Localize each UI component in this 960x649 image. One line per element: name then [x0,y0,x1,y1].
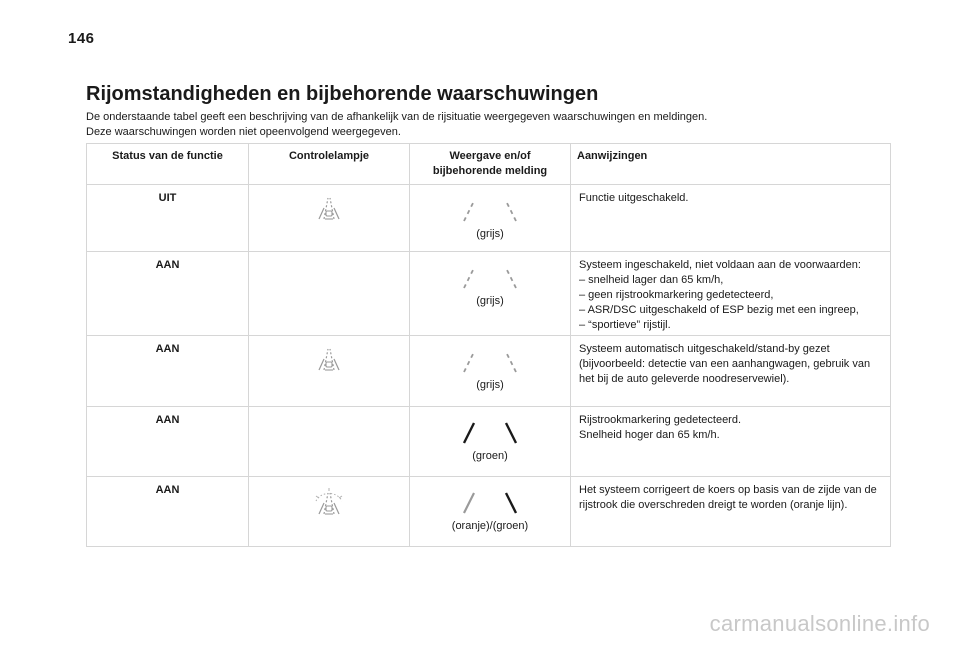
lane-lines-green-icon [460,421,520,445]
notes-line: – “sportieve” rijstijl. [579,319,671,331]
notes-line: – geen rijstrookmarkering gedetecteerd, [579,289,774,301]
notes-cell [571,477,891,547]
lamp-cell [249,252,410,336]
notes-line: – ASR/DSC uitgeschakeld of ESP bezig met een ingreep, [579,304,859,316]
lane-assist-grey-icon [315,195,343,221]
notes-cell [571,407,891,477]
notes-line: – snelheid lager dan 65 km/h, [579,274,724,286]
notes-cell [571,252,891,336]
notes-cell [571,336,891,407]
notes-line: Systeem ingeschakeld, niet voldaan aan de voorwaarden: [579,259,861,271]
lamp-cell [249,407,410,477]
notes-line: Snelheid hoger dan 65 km/h. [579,429,720,441]
header-display-line-1: Weergave en/of [449,150,531,162]
intro-line-2: Deze waarschuwingen worden niet opeenvolgend weergegeven. [86,126,401,138]
display-caption: (grijs) [476,228,504,240]
notes-line: (bijvoorbeeld: detectie van een aanhangwagen, gebruik van [579,358,871,370]
table-row [87,185,891,252]
notes-cell [571,185,891,252]
status-cell: AAN [87,336,249,407]
status-cell: UIT [87,185,249,252]
display-cell [410,407,571,477]
intro-text [86,110,906,140]
display-caption: (grijs) [476,295,504,307]
status-cell: AAN [87,407,249,477]
lane-lines-grey-dashed-icon [460,266,520,290]
page-title: Rijomstandigheden en bijbehorende waarschuwingen [86,83,599,105]
table-row [87,252,891,336]
warnings-table [86,143,891,547]
watermark: carmanualsonline.info [709,611,930,636]
lane-lines-grey-dashed-icon [460,350,520,374]
notes-line: het bij de auto geleverde noodreservewiel). [579,373,790,385]
lamp-cell [249,477,410,547]
display-cell [410,477,571,547]
display-caption: (oranje)/(groen) [451,520,529,532]
display-cell [410,336,571,407]
lamp-cell [249,336,410,407]
lane-lines-orange-green-icon [460,491,520,515]
status-cell: AAN [87,477,249,547]
display-caption: (groen) [472,450,508,462]
notes-line: Rijstrookmarkering gedetecteerd. [579,414,742,426]
header-lamp: Controlelampje [249,144,410,185]
display-cell [410,252,571,336]
notes-line: Het systeem corrigeert de koers op basis van de zijde van de [579,484,877,496]
status-cell: AAN [87,252,249,336]
lane-assist-grey-icon [315,346,343,372]
header-display-line-2: bijbehorende melding [432,165,548,177]
notes-line: Functie uitgeschakeld. [579,192,689,204]
header-notes: Aanwijzingen [571,144,891,185]
table-row [87,336,891,407]
lane-assist-active-icon [313,487,345,517]
header-display [410,144,571,185]
table-row [87,407,891,477]
display-cell [410,185,571,252]
page-number: 146 [68,30,95,47]
notes-line: Systeem automatisch uitgeschakeld/stand-by gezet [579,343,830,355]
display-caption: (grijs) [476,379,504,391]
table-row [87,477,891,547]
table-header-row [87,144,891,185]
header-status: Status van de functie [87,144,249,185]
notes-line: rijstrook die overschreden dreigt te worden (oranje lijn). [579,499,848,511]
intro-line-1: De onderstaande tabel geeft een beschrijving van de afhankelijk van de rijsituatie weergegeven waarschuwingen en meldingen. [86,111,708,123]
lane-lines-grey-dashed-icon [460,199,520,223]
lamp-cell [249,185,410,252]
